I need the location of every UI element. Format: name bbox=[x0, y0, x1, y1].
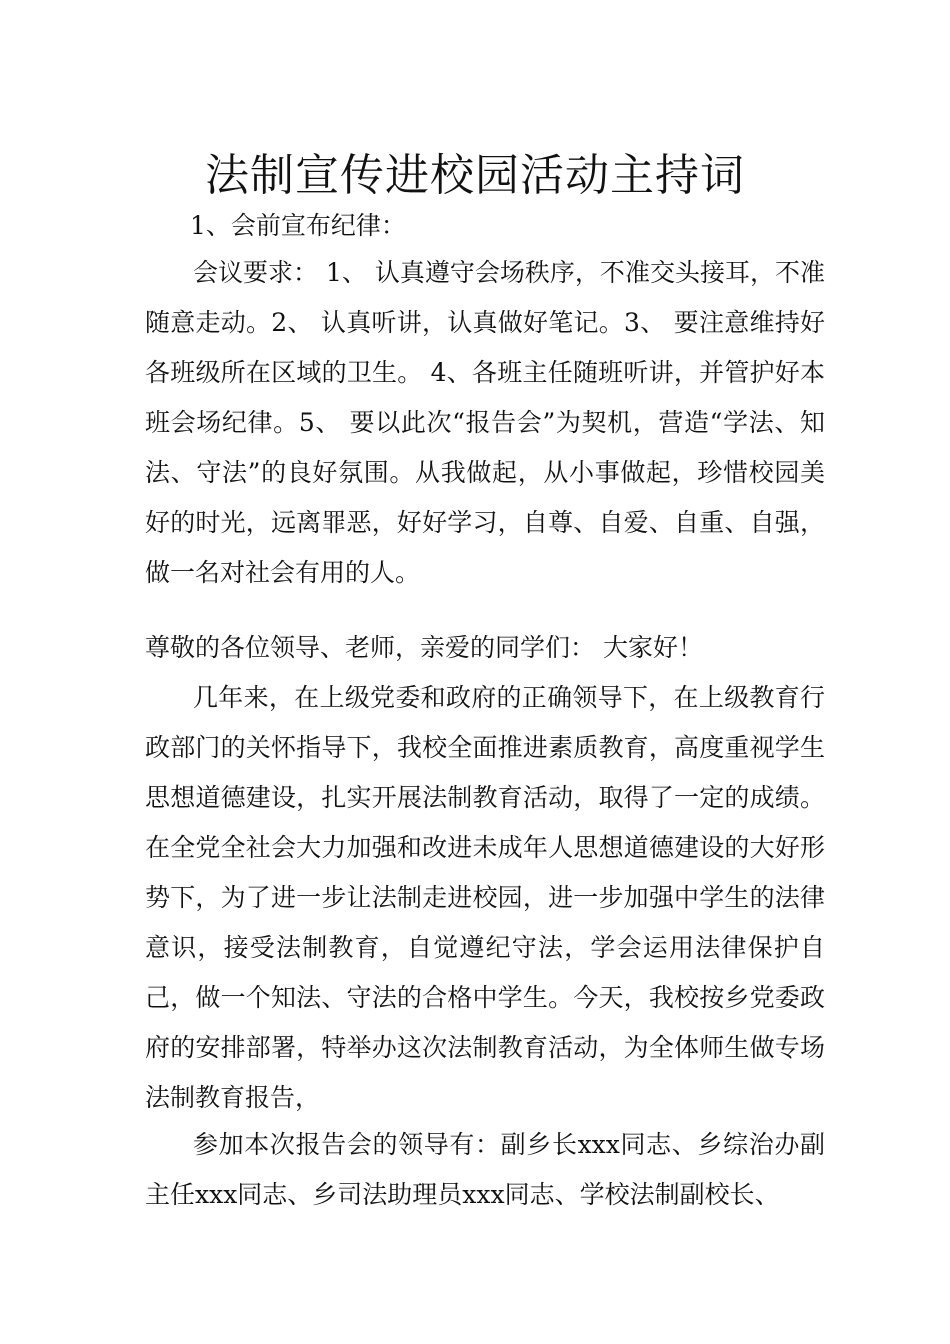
paragraph-greeting: 尊敬的各位领导、老师，亲爱的同学们： 大家好！ bbox=[145, 633, 703, 662]
document-title: 法制宣传进校园活动主持词 bbox=[205, 150, 745, 201]
paragraph-introduction: 几年来，在上级党委和政府的正确领导下，在上级教育行政部门的关怀指导下，我校全面推进素质教育，高度重视学生思想道德建设，扎实开展法制教育活动，取得了一定的成绩。在全党全社会大力加强和改进未成年人思想道德建设的大好形势下，为了进一步让法制走进校园，进一步加强中学生的法律意识，接受法制教育，自觉遵纪守法，学会运用法律保护自己，做一个知法、守法的合格中学生。今天，我校按乡党委政府的安排部署，特举办这次法制教育活动，为全体师生做专场法制教育报告， bbox=[145, 683, 825, 1112]
paragraph-meeting-rules: 会议要求： 1、 认真遵守会场秩序，不准交头接耳，不准随意走动。2、 认真听讲，认真做好笔记。3、 要注意维持好各班级所在区域的卫生。 4、各班主任随班听讲，并管护好本班会场纪律。5、 要以此次“报告会”为契机，营造“学法、知法、守法”的良好氛围。从我做起，从小事做起，珍惜校园美好的时光，远离罪恶，好好学习，自尊、自爱、自重、自强，做一名对社会有用的人。 bbox=[145, 258, 825, 587]
paragraph-attendees: 参加本次报告会的领导有：副乡长xxx同志、乡综治办副主任xxx同志、乡司法助理员xxx同志、学校法制副校长、 bbox=[145, 1130, 825, 1209]
section-heading: 1、会前宣布纪律： bbox=[190, 211, 406, 240]
